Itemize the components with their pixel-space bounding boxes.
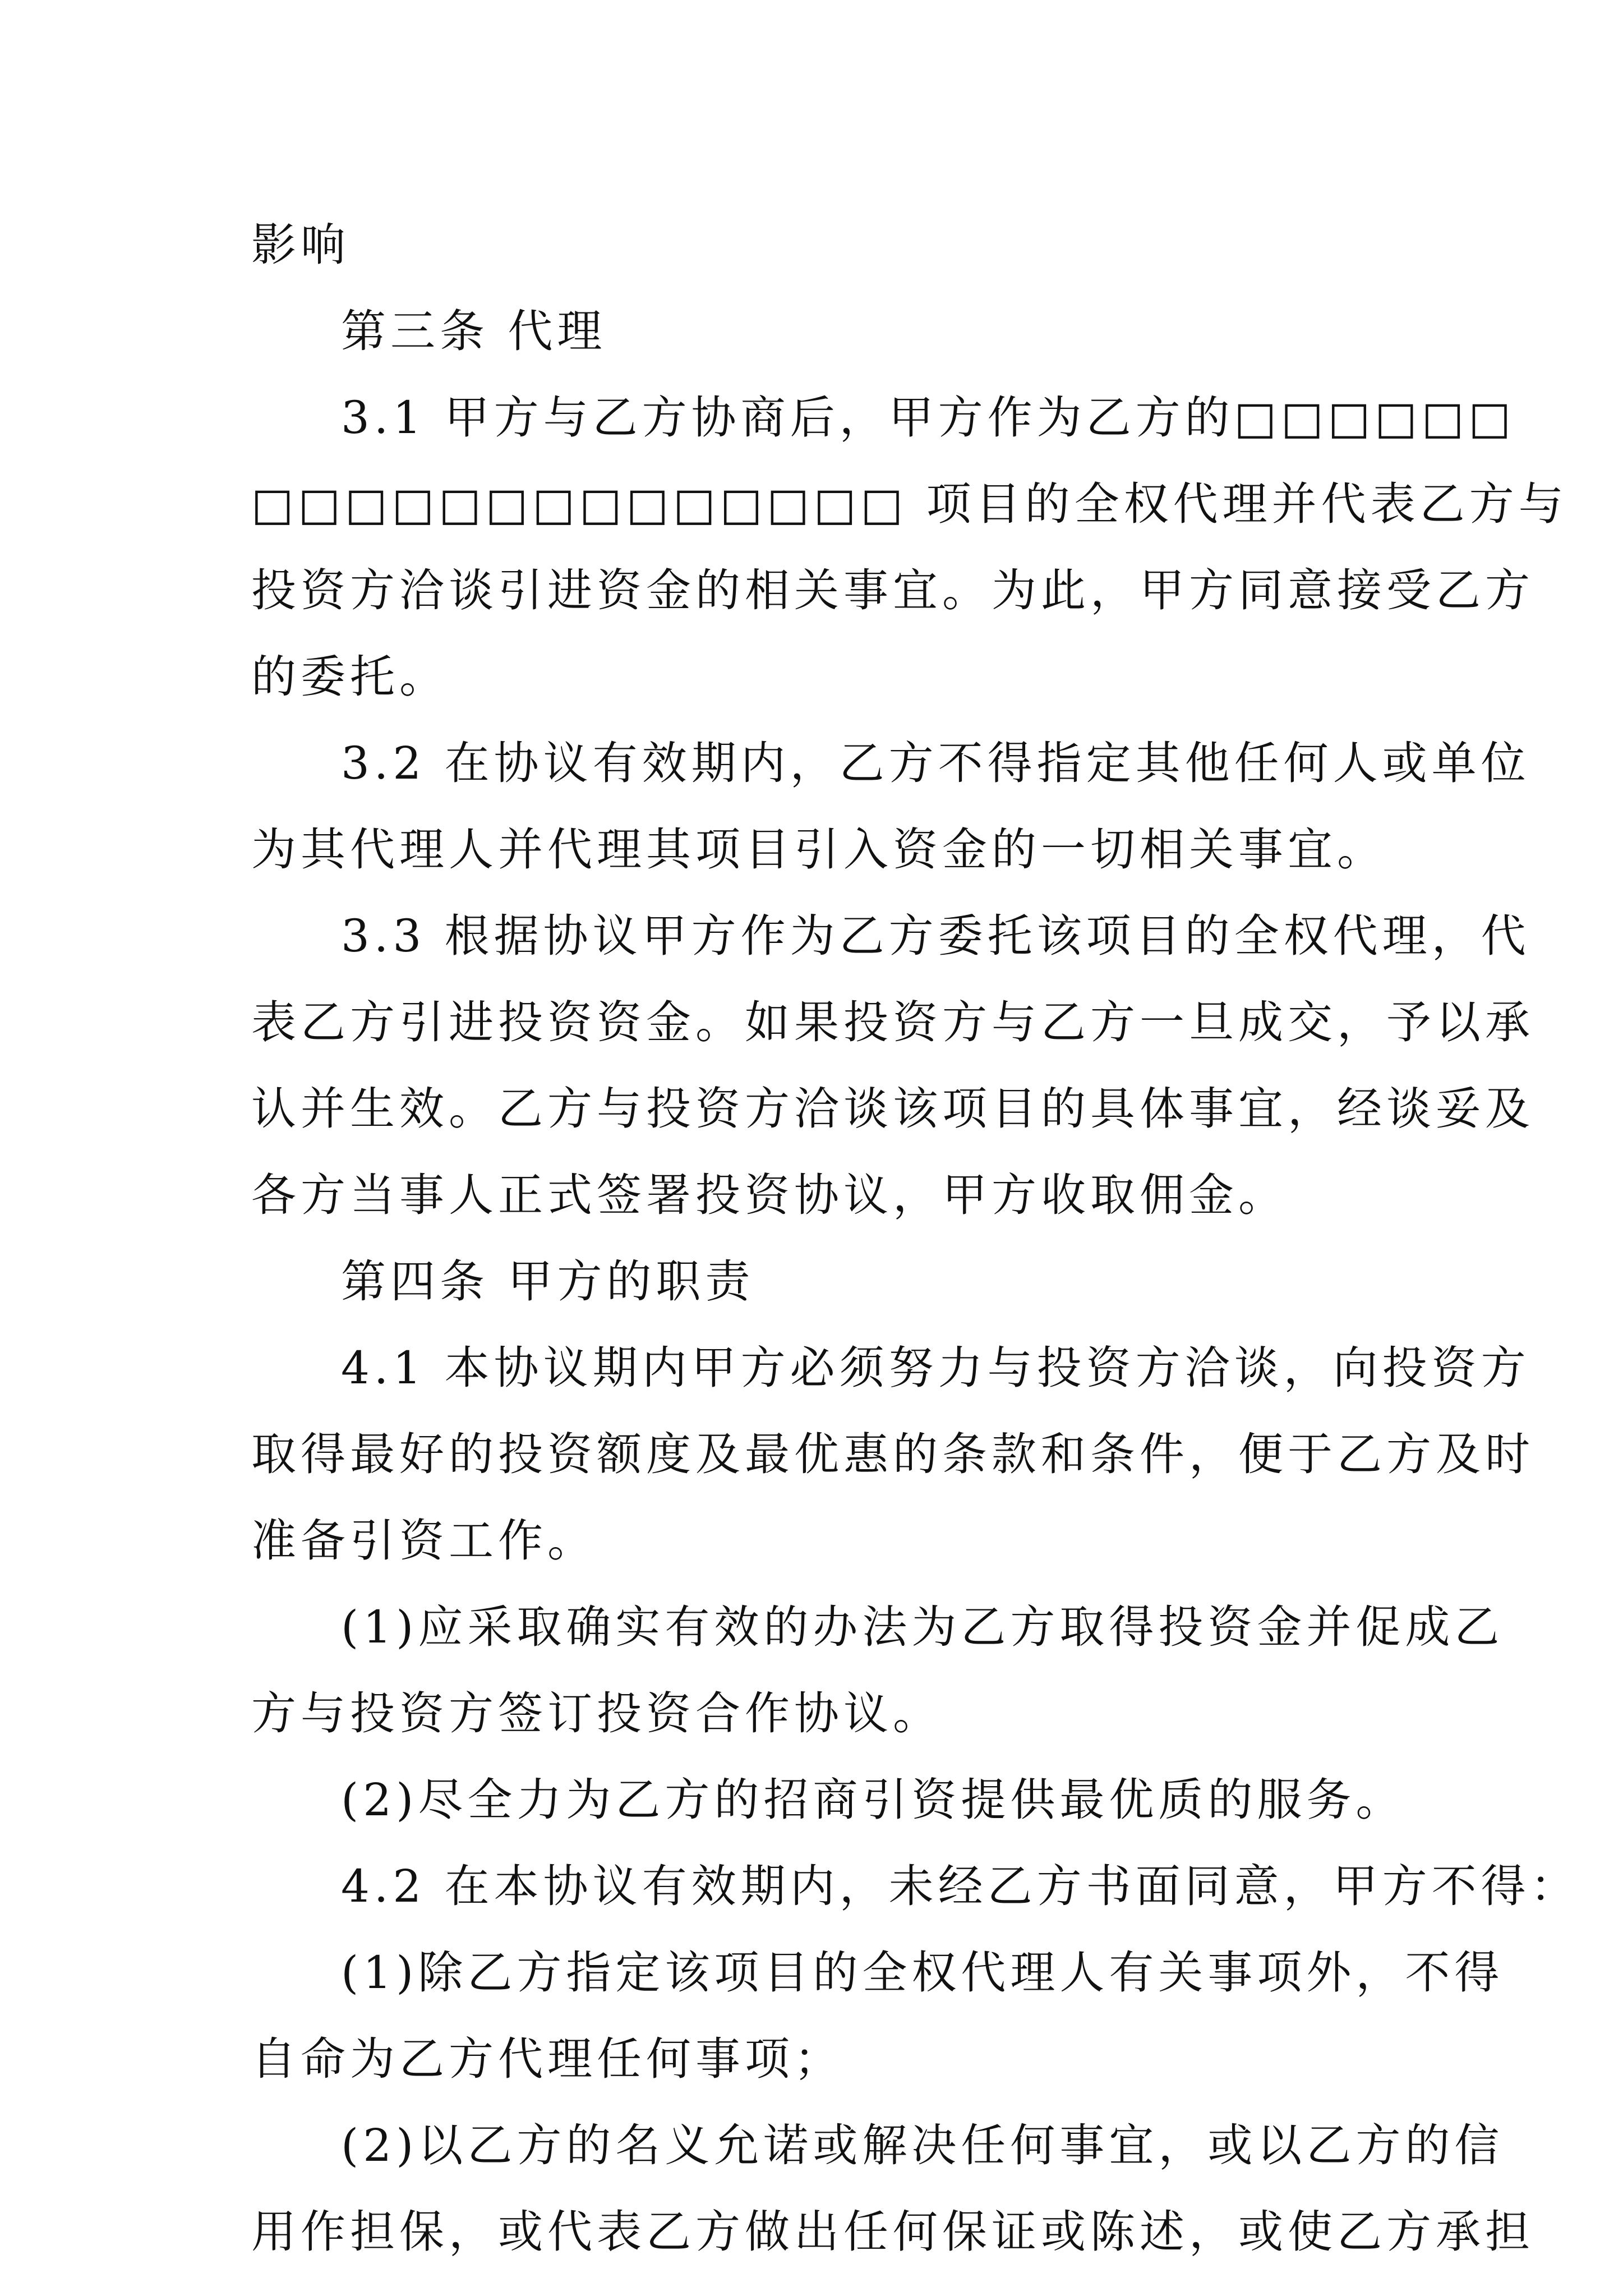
text-line: (1)除乙方指定该项目的全权代理人有关事项外，不得 (341, 1947, 1504, 1999)
text-line: (2)以乙方的名义允诺或解决任何事宜，或以乙方的信 (341, 2119, 1504, 2171)
text-line: □□□□□□□□□□□□□□ 项目的全权代理并代表乙方与 (251, 478, 1568, 530)
text-line: 方与投资方签订投资合作协议。 (251, 1687, 942, 1740)
text-line: 的委托。 (251, 651, 449, 703)
text-line: 用作担保，或代表乙方做出任何保证或陈述，或使乙方承担 (251, 2206, 1534, 2258)
document-body (251, 202, 1580, 2275)
text-line: 4.2 在本协议有效期内，未经乙方书面同意，甲方不得： (341, 1860, 1580, 1912)
text-line: 取得最好的投资额度及最优惠的条款和条件，便于乙方及时 (251, 1428, 1534, 1480)
text-line: 投资方洽谈引进资金的相关事宜。为此，甲方同意接受乙方 (251, 564, 1534, 616)
text-line: 3.1 甲方与乙方协商后，甲方作为乙方的□□□□□□ (341, 392, 1516, 444)
text-line: 4.1 本协议期内甲方必须努力与投资方洽谈，向投资方 (341, 1342, 1530, 1394)
text-line: 自命为乙方代理任何事项； (251, 2033, 843, 2085)
text-line: 3.3 根据协议甲方作为乙方委托该项目的全权代理，代 (341, 910, 1530, 962)
text-line: 表乙方引进投资资金。如果投资方与乙方一旦成交，予以承 (251, 996, 1534, 1048)
text-line: 为其代理人并代理其项目引入资金的一切相关事宜。 (251, 823, 1386, 876)
section-heading: 第四条 甲方的职责 (341, 1255, 755, 1308)
text-line: 认并生效。乙方与投资方洽谈该项目的具体事宜，经谈妥及 (251, 1083, 1534, 1135)
text-line: 3.2 在协议有效期内，乙方不得指定其他任何人或单位 (341, 737, 1530, 789)
text-line: 准备引资工作。 (251, 1515, 597, 1567)
text-line: (2)尽全力为乙方的招商引资提供最优质的服务。 (341, 1774, 1405, 1826)
text-line: 各方当事人正式签署投资协议，甲方收取佣金。 (251, 1169, 1288, 1221)
text-line: 影响 (251, 219, 350, 271)
text-line: (1)应采取确实有效的办法为乙方取得投资金并促成乙 (341, 1601, 1504, 1653)
section-heading: 第三条 代理 (341, 305, 607, 357)
